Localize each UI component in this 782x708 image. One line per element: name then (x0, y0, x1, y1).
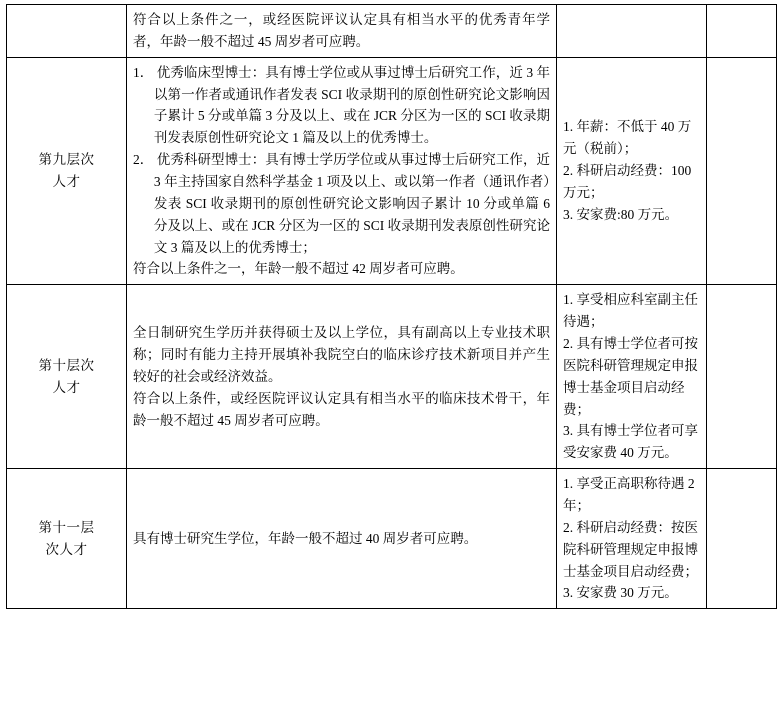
extra-cell (707, 469, 777, 609)
table-row (7, 469, 777, 609)
level-cell (7, 57, 127, 285)
treatment-line: 2. 具有博士学位者可按医院科研管理规定申报博士基金项目启动经费； (563, 336, 698, 417)
treatment-line: 3. 安家费:80 万元。 (563, 206, 679, 222)
condition-paragraph: 符合以上条件之一，或经医院评议认定具有相当水平的优秀青年学者，年龄一般不超过 45 周岁者可应聘。 (133, 12, 550, 49)
table-row (7, 57, 777, 285)
level-cell (7, 285, 127, 469)
condition-cell (127, 57, 557, 285)
table-row (7, 5, 777, 58)
treatment-cell (557, 469, 707, 609)
talent-levels-table (6, 4, 777, 609)
extra-cell (707, 5, 777, 58)
treatment-line: 2. 科研启动经费：100 万元； (563, 163, 692, 200)
treatment-line: 3. 具有博士学位者可享受安家费 40 万元。 (563, 423, 698, 461)
treatment-line: 1. 享受正高职称待遇 2 年； (563, 476, 695, 514)
level-label-line: 第九层次 (38, 152, 95, 168)
condition-paragraph: 2． 优秀科研型博士：具有博士学历学位或从事过博士后研究工作，近 3 年主持国家自然科学基金 1 项及以上、或以第一作者（通讯作者）发表 SCI 收录期刊的原创性研究论文影响因子累计 10 分或单篇 6 分及以上、或在 JCR 分区为一区的 SCI 收录期刊发表原创性研究论文 3 篇及以上的优秀博士； (133, 152, 550, 255)
treatment-line: 1. 年薪：不低于 40 万元（税前）； (563, 119, 692, 157)
condition-paragraph: 符合以上条件，或经医院评议认定具有相当水平的临床技术骨干，年龄一般不超过 45 周岁者可应聘。 (133, 390, 550, 428)
treatment-line: 2. 科研启动经费：按医院科研管理规定申报博士基金项目启动经费； (563, 519, 698, 579)
condition-paragraph: 全日制研究生学历并获得硕士及以上学位，具有副高以上专业技术职称；同时有能力主持开展填补我院空白的临床诊疗技术新项目并产生较好的社会或经济效益。 (133, 325, 550, 384)
condition-cell (127, 469, 557, 609)
condition-paragraph: 1． 优秀临床型博士：具有博士学位或从事过博士后研究工作，近 3 年以第一作者或通讯作者发表 SCI 收录期刊的原创性研究论文影响因子累计 5 分或单篇 3 分及以上、或在 JCR 分区为一区的 SCI 收录期刊发表原创性研究论文 1 篇及以上的优秀博士。 (133, 64, 550, 146)
level-label-line: 第十一层 (38, 519, 95, 535)
treatment-cell (557, 57, 707, 285)
level-label-line: 第十层次 (38, 357, 95, 373)
table-row (7, 285, 777, 469)
treatment-line: 1. 享受相应科室副主任待遇； (563, 292, 698, 330)
treatment-cell (557, 5, 707, 58)
condition-cell (127, 285, 557, 469)
level-label-line: 人才 (52, 379, 81, 395)
level-label-line: 次人才 (45, 541, 88, 557)
condition-paragraph: 符合以上条件之一，年龄一般不超过 42 周岁者可应聘。 (133, 261, 464, 277)
extra-cell (707, 57, 777, 285)
level-label-line: 人才 (52, 174, 81, 190)
condition-paragraph: 具有博士研究生学位，年龄一般不超过 40 周岁者可应聘。 (133, 530, 478, 546)
condition-cell (127, 5, 557, 58)
extra-cell (707, 285, 777, 469)
level-cell (7, 469, 127, 609)
level-cell (7, 5, 127, 58)
treatment-cell (557, 285, 707, 469)
treatment-line: 3. 安家费 30 万元。 (563, 585, 678, 601)
